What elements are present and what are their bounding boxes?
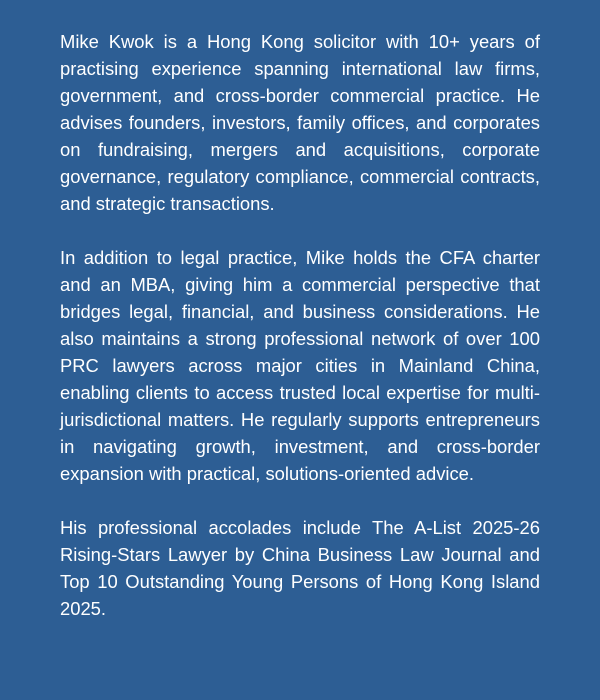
bio-paragraph-intro: Mike Kwok is a Hong Kong solicitor with 10+ years of practising experience spanning international law firms, government, and cross-border commercial practice. He advises founders, investors, family offices, and corporates on fundraising, mergers and acquisitions, corporate governance, regulatory compliance, commercial contracts, and strategic transactions. bbox=[60, 31, 540, 214]
bio-paragraph-accolades: His professional accolades include The A-List 2025-26 Rising-Stars Lawyer by China Business Law Journal and Top 10 Outstanding Young Persons of Hong Kong Island 2025. bbox=[60, 517, 540, 619]
bio-paragraph-credentials: In addition to legal practice, Mike holds the CFA charter and an MBA, giving him a commercial perspective that bridges legal, financial, and business considerations. He also maintains a strong professional network of over 100 PRC lawyers across major cities in Mainland China, enabling clients to access trusted local expertise for multi-jurisdictional matters. He regularly supports entrepreneurs in navigating growth, investment, and cross-border expansion with practical, solutions-oriented advice. bbox=[60, 247, 540, 484]
bio-section bbox=[60, 28, 540, 622]
